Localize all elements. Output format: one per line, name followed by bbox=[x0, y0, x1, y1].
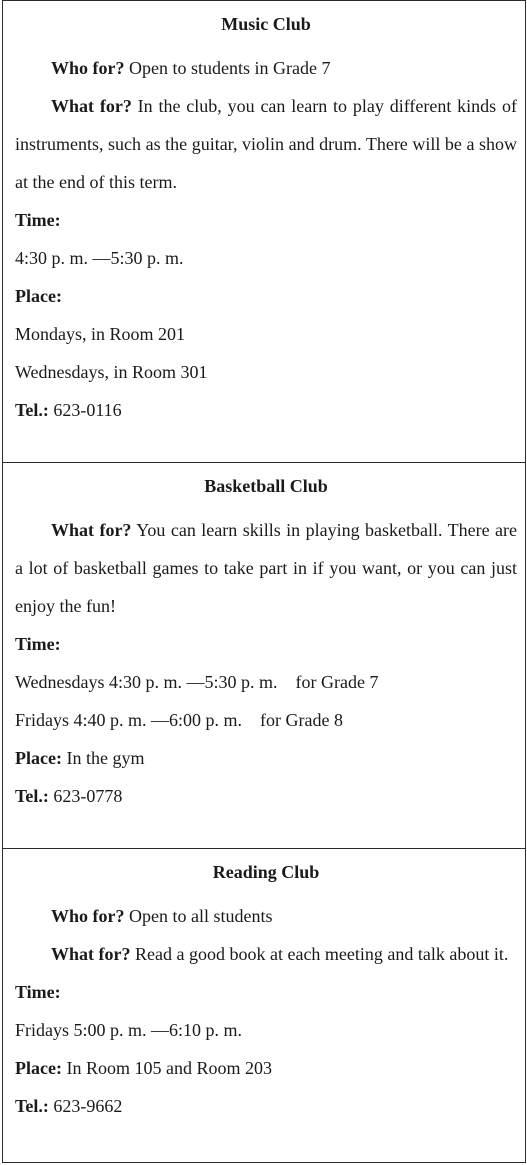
who-for-text: Open to students in Grade 7 bbox=[129, 58, 331, 78]
time-when: Wednesdays 4:30 p. m. —5:30 p. m. bbox=[15, 672, 278, 692]
what-for-label: What for? bbox=[51, 96, 132, 116]
time-grade: for Grade 8 bbox=[260, 710, 343, 730]
tel-line bbox=[15, 777, 517, 815]
who-for-label: Who for? bbox=[51, 58, 125, 78]
basketball-club-section bbox=[3, 463, 525, 849]
place-line: Mondays, in Room 201 bbox=[15, 324, 186, 344]
club-title: Reading Club bbox=[212, 862, 320, 882]
who-for-label: Who for? bbox=[51, 906, 125, 926]
time-line: Fridays 5:00 p. m. —6:10 p. m. bbox=[15, 1020, 243, 1040]
who-for-text: Open to all students bbox=[129, 906, 273, 926]
place-line: Wednesdays, in Room 301 bbox=[15, 362, 208, 382]
place-line bbox=[15, 739, 517, 777]
time-line bbox=[15, 663, 517, 701]
what-for-label: What for? bbox=[51, 944, 131, 964]
time-label: Time: bbox=[15, 634, 61, 654]
music-club-section bbox=[3, 1, 525, 463]
what-for-text: You can learn skills in playing basketball. There are a lot of basketball games to take part in if you want, or you can just enjoy the fun! bbox=[15, 520, 517, 616]
who-for-paragraph bbox=[15, 897, 517, 935]
what-for-text: In the club, you can learn to play different kinds of instruments, such as the guitar, violin and drum. There will be a show at the end of this term. bbox=[15, 96, 517, 192]
reading-club-section bbox=[3, 849, 525, 1161]
time-label: Time: bbox=[15, 210, 61, 230]
time-line: 4:30 p. m. —5:30 p. m. bbox=[15, 248, 184, 268]
tel-label: Tel.: bbox=[15, 400, 49, 420]
tel-label: Tel.: bbox=[15, 1096, 49, 1116]
tel-value: 623-9662 bbox=[53, 1096, 123, 1116]
club-notice-sheet bbox=[2, 0, 526, 1163]
who-for-paragraph bbox=[15, 49, 517, 87]
place-value: In Room 105 and Room 203 bbox=[66, 1058, 272, 1078]
tel-line bbox=[15, 1087, 517, 1125]
time-when: Fridays 4:40 p. m. —6:00 p. m. bbox=[15, 710, 243, 730]
what-for-paragraph bbox=[15, 511, 517, 625]
tel-value: 623-0778 bbox=[53, 786, 123, 806]
what-for-paragraph bbox=[15, 87, 517, 201]
time-line bbox=[15, 701, 517, 739]
place-label: Place: bbox=[15, 286, 62, 306]
tel-value: 623-0116 bbox=[53, 400, 122, 420]
place-label: Place: bbox=[15, 1058, 62, 1078]
what-for-label: What for? bbox=[51, 520, 132, 540]
club-title: Music Club bbox=[221, 14, 311, 34]
place-line bbox=[15, 1049, 517, 1087]
place-value: In the gym bbox=[66, 748, 145, 768]
time-label: Time: bbox=[15, 982, 61, 1002]
place-label: Place: bbox=[15, 748, 62, 768]
time-grade: for Grade 7 bbox=[295, 672, 379, 692]
club-title: Basketball Club bbox=[204, 476, 328, 496]
what-for-text: Read a good book at each meeting and talk about it. bbox=[135, 944, 509, 964]
what-for-paragraph bbox=[15, 935, 517, 973]
tel-label: Tel.: bbox=[15, 786, 49, 806]
tel-line bbox=[15, 391, 517, 429]
